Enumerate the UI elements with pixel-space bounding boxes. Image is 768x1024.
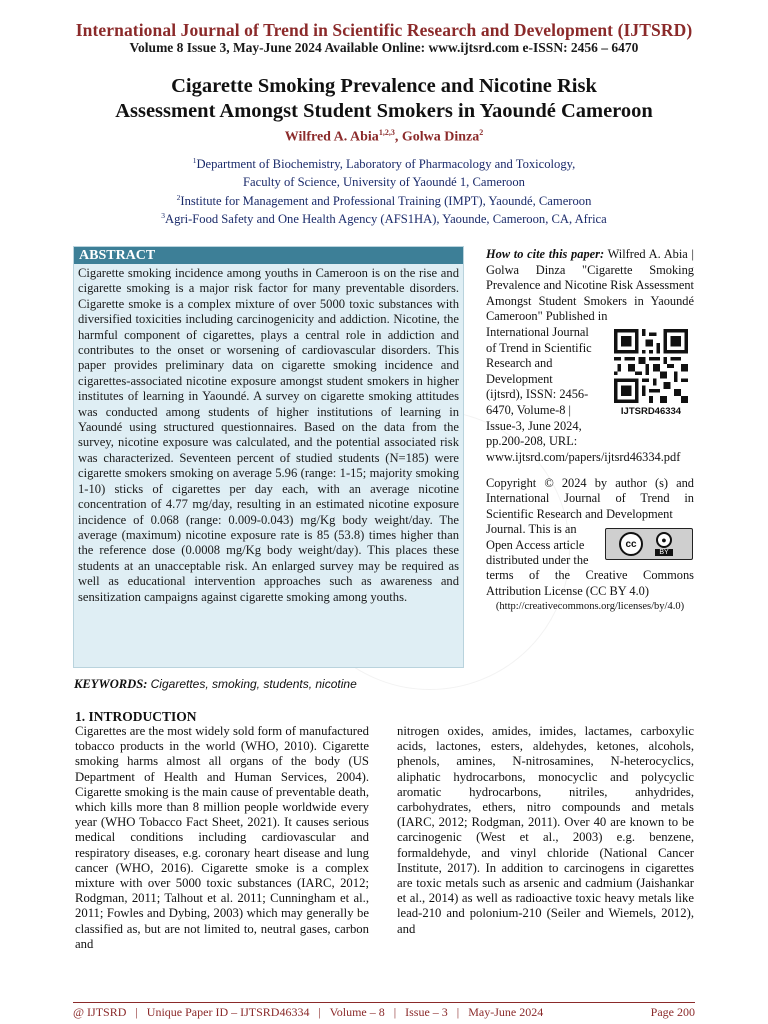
affiliation-2-text: Institute for Management and Professional Training (IMPT), Yaoundé, Cameroon [180, 194, 592, 209]
page-number: Page 200 [650, 1005, 695, 1019]
affiliation-3-text: Agri-Food Safety and One Health Agency (AFS1HA), Yaounde, Cameroon, CA, Africa [164, 212, 607, 227]
affiliation-1-text: Department of Biochemistry, Laboratory of Pharmacology and Toxicology, [196, 157, 576, 172]
abstract-box [73, 246, 464, 668]
keywords-text: Cigarettes, smoking, students, nicotine [150, 677, 357, 691]
affiliation-2-sup: 2 [176, 193, 181, 202]
qr-code-icon [614, 329, 688, 403]
citation-url[interactable]: www.ijtsrd.com/papers/ijtsrd46334.pdf [486, 449, 681, 464]
by-label: BY [655, 549, 672, 556]
journal-meta: Volume 8 Issue 3, May-June 2024 Available Online: www.ijtsrd.com e-ISSN: 2456 – 6470 [129, 40, 639, 55]
author-separator: , [394, 129, 402, 145]
author-2: Golwa Dinza [401, 129, 480, 145]
copyright-text-end: terms of the Creative Commons Attribution License (CC BY 4.0) [486, 568, 694, 598]
qr-label: IJTSRD46334 [620, 406, 682, 417]
introduction-column-right: nitrogen oxides, amides, imides, lactames, carboxylic acids, lactones, esters, aldehydes, ketones, alcohols, phenols, amines, N-nitrosamines, N-heterocyclics, aliphatic hydrocarbons, monocyclic and polycyclic aromatic hydrocarbons, nitriles, anhydrides, carbohydrates, ethers, nitro compounds and metals (IARC, 2012; Rodgman, 2011). Over 40 are known to be carcinogenic (West et al., 2003) e.g. benzene, formaldehyde, and vinyl chloride (National Cancer Institute, 2017). In addition to carcinogens in cigarettes are toxic metals such as arsenic and cadmium (Jaishankar et al., 2014) as well as radioactive toxic heavy metals like lead-210 and polonium-210 (Seiler and Wiemels, 2012), and [397, 724, 694, 936]
cc-by-license-badge[interactable] [605, 528, 693, 560]
affiliation-1 [0, 156, 768, 172]
affiliation-3 [0, 211, 768, 227]
copyright-text: Copyright © 2024 by author (s) and International Journal of Trend in Scientific Research and Development [486, 476, 694, 521]
keywords-label: KEYWORDS: [74, 677, 148, 691]
section-heading-introduction: 1. INTRODUCTION [75, 709, 197, 724]
paper-title [40, 74, 728, 124]
abstract-heading: ABSTRACT [74, 247, 463, 264]
affiliation-1b-text: Faculty of Science, University of Yaoundé 1, Cameroon [243, 175, 525, 189]
abstract-text: Cigarette smoking incidence among youths in Cameroon is on the rise and cigarette smoking is a major risk factor for many preventable disorders. Cigarette smoke is a complex mixture of over 5000 toxic substances with diversified toxicities including carcinogenicity and addiction. Nicotine, the harmful component of cigarettes, plays a central role in addiction and contributes to the onset or worsening of cardiovascular disorders. This paper provides preliminary data on cigarette smoking incidence and cigarettes-associated nicotine exposure amongst student smokers in higher institutes of learning in Yaoundé. A survey on cigarette smoking attitudes was conducted among students of higher institutions of learning in Yaoundé using structured questionnaires. Based on the data from the survey, nicotine exposure was calculated, and the potential associated risk was characterized. Seventeen percent of studied students (N=185) were cigarette smokers smoking on average 5.96 (range: 1-15; majority smoking 1-10) sticks of cigarettes per day each, with an average nicotine concentration of 4.77 mg/day, resulting in an estimated nicotine exposure incidence of 0.068 (range: 0.009-0.043) mg/Kg body weight/day. The average (maximum) nicotine exposure rate is 85 (53.8) times higher than the reference dose (0.0008 mg/Kg body weight/day). This places these students at an unacceptable risk. An enlarged survey may be required as well as educational intervention approaches such as awareness and sensitization campaigns against cigarette smoking among youths. [78, 266, 459, 604]
affiliation-2 [0, 193, 768, 209]
attribution-icon [649, 532, 679, 556]
qr-code-block[interactable] [608, 329, 694, 429]
person-icon: ● [656, 532, 672, 548]
footer [73, 1005, 695, 1020]
paper-title-line-1: Cigarette Smoking Prevalence and Nicotine Risk [171, 75, 597, 97]
footer-rule [73, 1002, 695, 1003]
journal-title: International Journal of Trend in Scientific Research and Development (IJTSRD) [75, 20, 693, 40]
affiliation-1b [0, 175, 768, 190]
license-url[interactable]: (http://creativecommons.org/licenses/by/4.0) [495, 601, 685, 613]
citation-text: Wilfred A. Abia | Golwa Dinza "Cigarette Smoking Prevalence and Nicotine Risk Assessment Amongst Student Smokers in Yaoundé Cameroon" Published in [486, 247, 694, 324]
paper-title-line-2: Assessment Amongst Student Smokers in Yaoundé Cameroon [115, 100, 653, 122]
citation-text-narrow: International Journal of Trend in Scientific Research and Development (ijtsrd), ISSN: 2456-6470, Volume-8 | Issue-3, June 2024, pp.200-208, URL: [486, 324, 592, 449]
keywords [74, 677, 357, 692]
copyright-text-narrow: Journal. This is an Open Access article distributed under the [486, 522, 589, 568]
affiliation-1-sup: 1 [192, 156, 197, 165]
introduction-column-left: Cigarettes are the most widely sold form of manufactured tobacco products in the world (WHO, 2010). Cigarette smoking harms almost all organs of the body (US Department of Health and Human Services, 2004). Cigarette smoking is the main cause of preventable death, which kills more than 8 million people worldwide every year (WHO Tobacco Fact Sheet, 2021). It causes serious medical conditions including cardiovascular and respiratory diseases, e.g. coronary heart disease and lung cancer (WHO, 2016). Cigarette smoke is a complex mixture with over 5000 toxic substances (IARC, 2012; Rodgman, 2011; Talhout et al. 2011; Cunningham et al., 2011; Fowles and Dybing, 2003) which may generally be classified as, but are not limited to, neutral gases, carbon and [75, 724, 369, 951]
affiliation-3-sup: 3 [161, 211, 165, 220]
citation-lead: How to cite this paper: [486, 247, 605, 261]
creative-commons-icon: cc [619, 532, 643, 556]
author-2-sup: 2 [479, 128, 484, 137]
author-1-sup: 1,2,3 [378, 128, 395, 137]
author-1: Wilfred A. Abia [284, 129, 379, 145]
footer-info: @ IJTSRD | Unique Paper ID – IJTSRD46334 | Volume – 8 | Issue – 3 | May-June 2024 [73, 1005, 544, 1019]
authors [0, 128, 768, 146]
